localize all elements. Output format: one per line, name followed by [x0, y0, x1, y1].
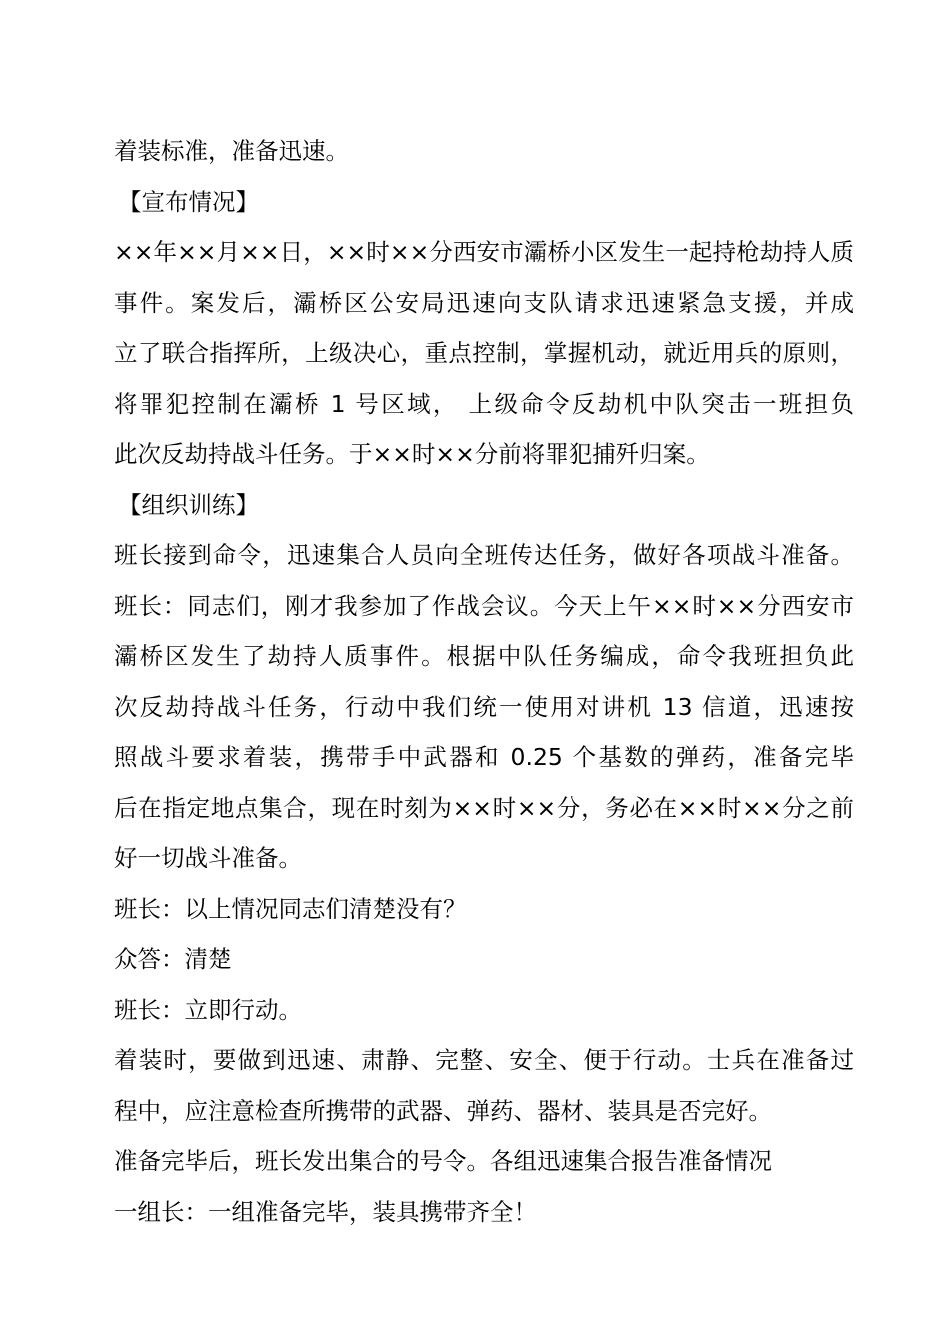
text-line: 班长：以上情况同志们清楚没有？ — [114, 894, 467, 923]
section-heading-training: 【组织训练】 — [118, 490, 259, 519]
text-line: 一组长：一组准备完毕，装具携带齐全！ — [114, 1197, 537, 1226]
text-line: 此次反劫持战斗任务。于××时××分前将罪犯捕歼归案。 — [114, 440, 710, 468]
text-line: ××年××月××日，××时××分西安市灞桥小区发生一起持枪劫持人质 — [114, 238, 854, 266]
text-line: 程中，应注意检查所携带的武器、弹药、器材、装具是否完好。 — [114, 1096, 772, 1125]
text-line: 次反劫持战斗任务，行动中我们统一使用对讲机 13 信道，迅速按 — [114, 692, 854, 721]
text-line: 众答：清楚 — [114, 945, 232, 973]
text-line: 着装时，要做到迅速、肃静、完整、安全、便于行动。士兵在准备过 — [114, 1046, 854, 1074]
section-heading-announce: 【宣布情况】 — [118, 187, 259, 216]
text-line: 事件。案发后，灞桥区公安局迅速向支队请求迅速紧急支援，并成 — [114, 288, 854, 317]
text-line: 班长：立即行动。 — [114, 995, 302, 1024]
text-line: 准备完毕后，班长发出集合的号令。各组迅速集合报告准备情况 — [114, 1147, 772, 1175]
text-line: 着装标准，准备迅速。 — [114, 137, 349, 165]
text-line: 将罪犯控制在灞桥 1 号区域， 上级命令反劫机中队突击一班担负 — [114, 389, 854, 418]
text-line: 班长接到命令，迅速集合人员向全班传达任务，做好各项战斗准备。 — [114, 541, 854, 569]
text-line: 好一切战斗准备。 — [114, 844, 302, 872]
text-line: 灞桥区发生了劫持人质事件。根据中队任务编成，命令我班担负此 — [114, 642, 854, 670]
text-line: 后在指定地点集合，现在时刻为××时××分，务必在××时××分之前 — [114, 793, 854, 822]
text-line: 立了联合指挥所，上级决心，重点控制，掌握机动，就近用兵的原则， — [114, 339, 854, 367]
text-line: 照战斗要求着装，携带手中武器和 0.25 个基数的弹药，准备完毕 — [114, 743, 854, 771]
document-body — [114, 126, 854, 1237]
text-line: 班长：同志们，刚才我参加了作战会议。今天上午××时××分西安市 — [114, 591, 854, 620]
